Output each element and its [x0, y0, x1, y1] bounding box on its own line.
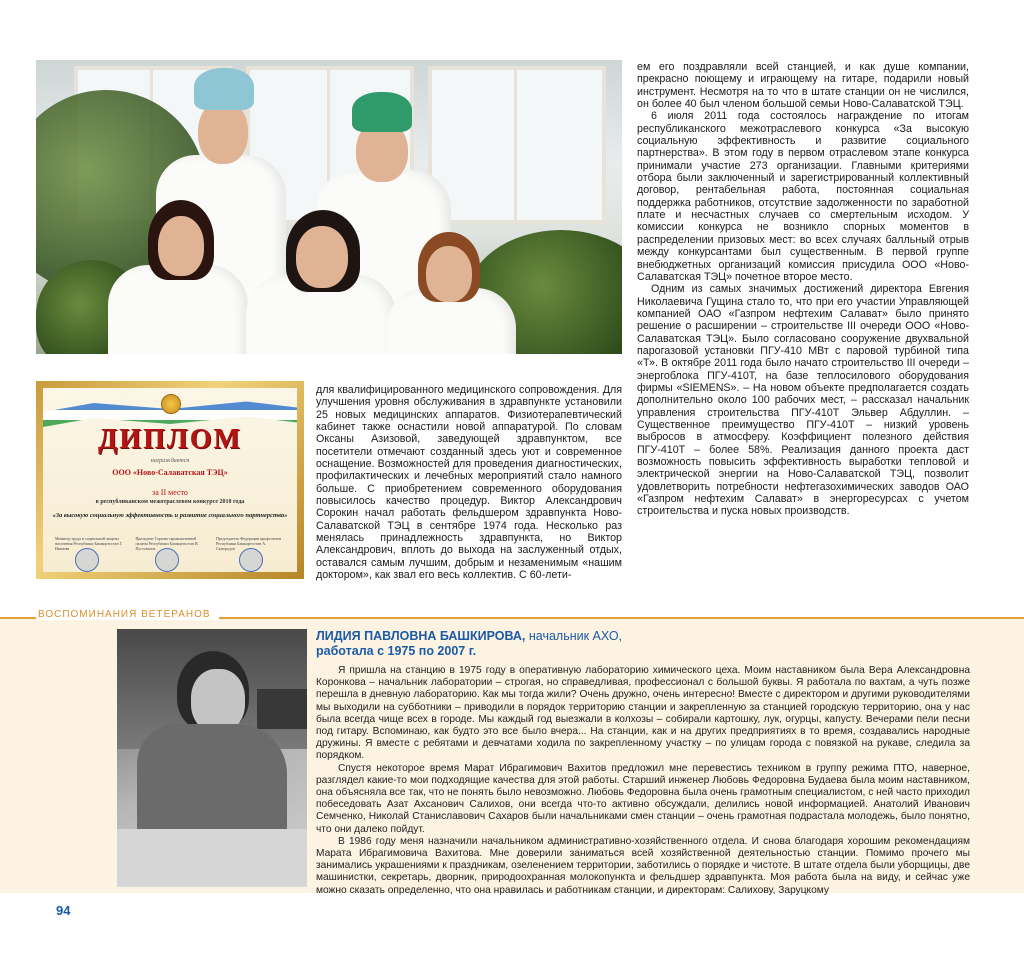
veteran-photo — [117, 629, 307, 887]
signature-block: Министр труда и социальной защиты населения Республики Башкортостан Г. Иванова — [55, 536, 123, 551]
section-label: ВОСПОМИНАНИЯ ВЕТЕРАНОВ — [36, 609, 219, 620]
middle-text-column — [316, 384, 622, 582]
right-text-column — [637, 61, 969, 518]
paragraph: В 1986 году меня назначили начальником административно-хозяйственного отдела. И снова благодаря хорошим рекомендациям Марата Ибрагимовича Вахитова. Мне доверили заниматься всей хозяйственной деятельностью станции. Помимо прочего мы занимались украшениями к праздникам, озеленением территории, заботились о порядке и чистоте. В штате отдела были уборщицы, две машинистки, секретарь, дворник, природоохранная молокопункта и фельдшер здравпункта. Моя работа была на виду, и сейчас уже можно сказать определенно, что она нравилась и работникам станции, и директорам: Салихову, Заруцкому — [316, 835, 970, 896]
veteran-story — [316, 665, 970, 897]
paragraph: Спустя некоторое время Марат Ибрагимович Вахитов предложил мне перевестись техником в группу режима ПТО, наверное, разглядел какие-то мои подходящие качества для этой работы. Старший инженер Любовь Федоровна Будаева была моим наставником, она объясняла все так, что не понять было невозможно. Любовь Федоровна была очень грамотным специалистом, с ней часто приходил побеседовать Азат Ахсанович Салихов, они всегда что-то активно обсуждали, делились новой информацией. Анатолий Иванович Семченко, Николай Станиславович Сахаров были начальниками смен станции – очень грамотная подрастала молодежь, было понятно, что они далеко пойдут. — [316, 762, 970, 835]
signature-block: Председатель Федерации профсоюзов Республики Башкортостан А. Самородов — [216, 536, 282, 551]
seal-icon — [239, 548, 263, 572]
paragraph: для квалифицированного медицинского сопровождения. Для улучшения уровня обслуживания в здравпункте установили 25 новых медицинских аппаратов. Физиотерапевтический кабинет также оснастили новой аппаратурой. По словам Оксаны Азизовой, заведующей здравпунктом, все посетители отмечают созданный здесь уют и современное оснащение. Возможностей для проведения диагностических, профилактических и лечебных мероприятий стало намного больше. С приобретением современного оборудования повысилось качество процедур. Виктор Александрович Сорокин начал работать фельдшером здравпункта Ново-Салаватской ТЭЦ в сентябре 1974 года. Несколько раз менялась принадлежность здравпункта, но Виктор Александрович, вплоть до выхода на заслуженный отдых, оставался самым лучшим, добрым и незаменимым «нашим доктором», как звал его весь коллектив. С 60-лети- — [316, 384, 622, 582]
veteran-years: работала с 1975 по 2007 г. — [316, 644, 477, 658]
paragraph: Я пришла на станцию в 1975 году в оперативную лабораторию химического цеха. Моим наставником была Вера Александровна Коронкова – начальник лаборатории – строгая, но справедливая, профессионал с большой буквы. Я работала по вахтам, а чуть позже перешла в дневную лабораторию. Как мы тогда жили? Очень дружно, очень интересно! Вместе с директором и другими руководителями мы выходили на субботники – приводили в порядок территорию станции и закрепленную за станцией городскую территорию, она у нас была всегда чище всех в городе. Мы каждый год выезжали в колхозы – собирали картошку, лук, огурцы, капусту. Вечерами пели песни под гитару. Вспоминаю, как будто это все было вчера... На станции, как и на других предприятиях в то время, создавались народные дружины. Я вместе с ребятами и девчатами ходила по закрепленному участку – по улицам города с повязкой на рукаве, следила за порядком. — [316, 665, 970, 762]
diploma-contest: в республиканском межотраслевом конкурсе 2010 года — [95, 499, 245, 505]
page-number: 94 — [56, 903, 71, 918]
staff-photo — [36, 60, 622, 354]
diploma-image — [36, 381, 304, 579]
paragraph: Одним из самых значимых достижений директора Евгения Николаевича Гущина стало то, что при его участии Управляющей компанией ОАО «Газпром нефтехим Салават» было принято решение о расширении – строительстве III очереди ООО «Ново-Салаватская ТЭЦ». Было согласовано сооружение двухвальной парогазовой установки ПГУ-410 МВт с паровой турбиной типа «Т». В октябре 2011 года было начато строительство III очереди – энергоблока ПГУ-410Т, на базе теплосилового оборудования фирмы «SIEMENS». – На новом объекте предполагается создать дополнительно около 100 рабочих мест, – рассказал начальник управления строительства ПГУ-410Т Эльвер Абдуллин. – Существенное преимущество ПГУ-410Т – низкий уровень выбросов в атмосферу. Коэффициент полезного действия ПГУ-410Т – более 58%. Реализация данного проекта даст возможность повысить эффективность выработки тепловой и электрической энергии на Ново-Салаватской ТЭЦ, позволит удовлетворить потребности нефтегазохимических заводов ОАО «Газпром нефтехим Салават» в энергоресурсах с учетом строительства и пуска новых производств. — [637, 283, 969, 518]
diploma-title: ДИПЛОМ — [98, 424, 242, 455]
window — [428, 66, 606, 224]
veteran-name: ЛИДИЯ ПАВЛОВНА БАШКИРОВА, — [316, 629, 526, 643]
veteran-role: начальник АХО, — [528, 629, 623, 643]
seal-icon — [155, 548, 179, 572]
seal-icon — [75, 548, 99, 572]
paragraph: 6 июля 2011 года состоялось награждение по итогам республиканского межотраслевого конкурса «За высокую социальную эффективность и развитие социального партнерства». В этом году в первом отраслевом этапе конкурса принимали участие 273 организации. Главными критериями отбора были заключенный и зарегистрированный коллективный договор, рентабельная работа, постоянная социальная поддержка работников, отсутствие задолженности по заработной плате и несчастных случаев со смертельным исходом. У комиссии конкурса не возникло спорных моментов в распределении призовых мест: во всех случаях балльный отрыв между конкурсантами был существенным. В первой группе внебюджетных организаций комиссия присудила ООО «Ново-Салаватская ТЭЦ» почетное второе место. — [637, 110, 969, 283]
emblem-icon — [161, 394, 181, 414]
diploma-nomination: «За высокую социальную эффективность и развитие социального партнерства» — [52, 512, 288, 519]
diploma-place: за II место — [152, 488, 188, 497]
veteran-heading — [316, 629, 676, 659]
signature-block: Президент Торгово-промышленной палаты Республики Башкортостан И. Пустовалов — [135, 536, 199, 551]
paragraph: ем его поздравляли всей станцией, и как душе компании, прекрасно поющему и играющему на гитаре, подарили новый инструмент. Несмотря на то что в штате станции он не числился, он более 40 был членом большой семьи Ново-Салаватской ТЭЦ. — [637, 61, 969, 111]
diploma-awarded: награждается — [150, 458, 190, 464]
diploma-company: ООО «Ново-Салаватская ТЭЦ» — [112, 468, 228, 477]
diploma-sheet — [43, 388, 297, 572]
